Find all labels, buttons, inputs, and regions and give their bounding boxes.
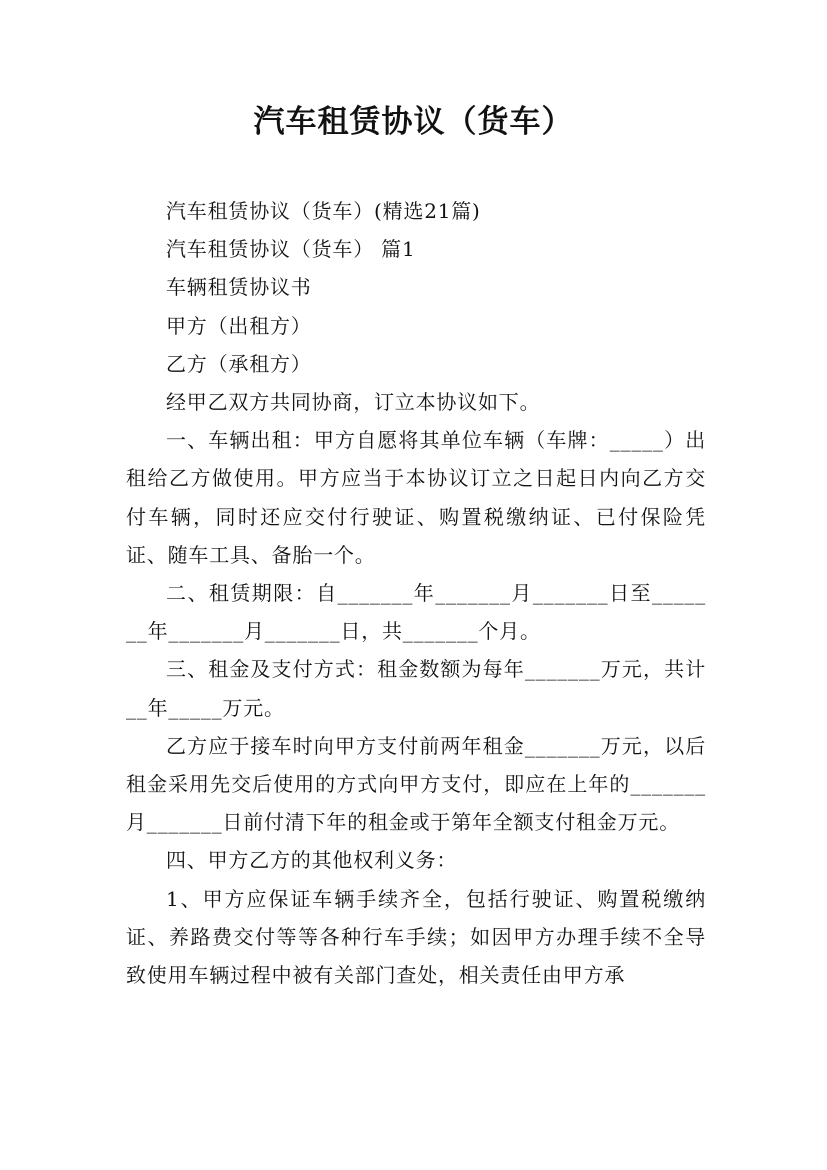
paragraph-clause-1: 一、车辆出租：甲方自愿将其单位车辆（车牌：_____）出租给乙方做使用。甲方应当于本协议订立之日起日内向乙方交付车辆，同时还应交付行驶证、购置税缴纳证、已付保险凭证、随车工具、备胎一个。 — [126, 428, 706, 567]
paragraph-clause-4-item-1: 1、甲方应保证车辆手续齐全，包括行驶证、购置税缴纳证、养路费交付等等各种行车手续；如因甲方办理手续不全导致使用车辆过程中被有关部门查处，相关责任由甲方承 — [126, 886, 706, 988]
paragraph-clause-4: 四、甲方乙方的其他权利义务： — [166, 848, 458, 873]
paragraph-agreement-name: 车辆租赁协议书 — [166, 275, 312, 300]
document-body — [126, 192, 706, 994]
document-title: 汽车租赁协议（货车） — [253, 104, 574, 140]
paragraph-party-b: 乙方（承租方） — [166, 351, 312, 376]
paragraph-section-heading: 汽车租赁协议（货车） 篇1 — [166, 237, 416, 262]
paragraph-clause-3-payment: 乙方应于接车时向甲方支付前两年租金_______万元，以后租金采用先交后使用的方式向甲方支付，即应在上年的_______月_______日前付清下年的租金或于第年全额支付租金万元。 — [126, 733, 706, 835]
paragraph-clause-3: 三、租金及支付方式：租金数额为每年_______万元，共计__年_____万元。 — [126, 657, 706, 720]
paragraph-party-a: 甲方（出租方） — [166, 313, 312, 338]
paragraph-clause-2: 二、租赁期限：自_______年_______月_______日至_______年_______月_______日，共_______个月。 — [126, 581, 706, 644]
paragraph-preamble: 经甲乙双方共同协商，订立本协议如下。 — [166, 390, 541, 415]
paragraph-subtitle: 汽车租赁协议（货车）(精选21篇) — [166, 199, 481, 223]
